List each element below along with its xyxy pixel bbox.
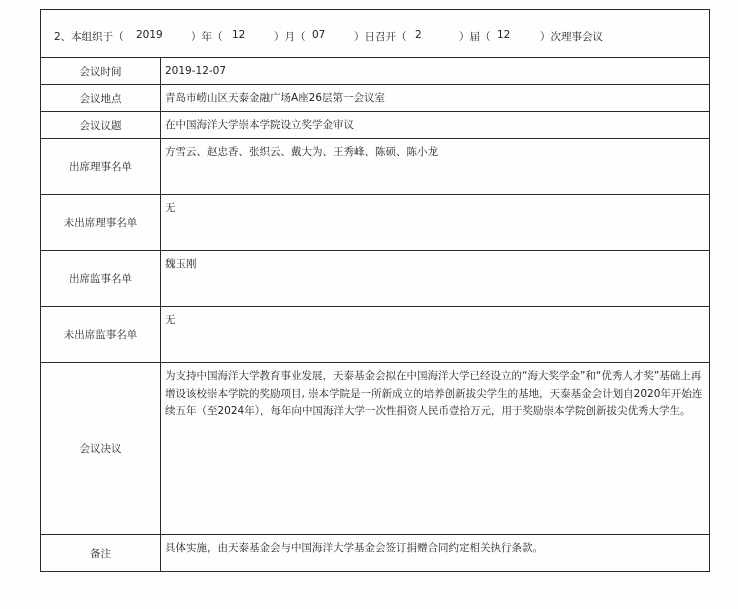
value-attending-supervisors: 魏玉刚 [165,258,197,270]
header-year-unit: ）年（ [191,31,223,43]
value-remarks: 具体实施，由天泰基金会与中国海洋大学基金会签订捐赠合同约定相关执行条款。 [165,542,543,554]
label-meeting-topic: 会议议题 [41,112,161,138]
header-day: 07 [312,29,326,41]
value-absent-directors: 无 [165,202,176,214]
value-resolution: 为支持中国海洋大学教育事业发展，天泰基金会拟在中国海洋大学已经设立的“海大奖学金”和“优秀人才奖”基础上再增设该校崇本学院的奖励项目, 崇本学院是一所新成立的培养创新拔尖学生的基地，天泰基金会计划自2020年开始连续五年（至2024年），每年向中国海洋大学一次性捐资人民币壹拾万元，用于奖励崇本学院创新拔尖优秀大学生。 [165,370,703,417]
label-attending-directors: 出席理事名单 [41,139,161,194]
header-day-unit: ）日召开（ [354,31,407,43]
row-absent-directors [41,195,709,251]
label-meeting-location: 会议地点 [41,85,161,111]
row-absent-supervisors [41,307,709,363]
value-meeting-time: 2019-12-07 [165,65,227,77]
header-term: 2 [415,29,422,41]
value-meeting-topic: 在中国海洋大学崇本学院设立奖学金审议 [165,119,354,131]
label-absent-supervisors: 未出席监事名单 [41,307,161,362]
row-resolution [41,363,709,535]
label-absent-directors: 未出席理事名单 [41,195,161,250]
header-prefix: 2、本组织于（ [54,31,124,43]
row-meeting-location [41,85,709,112]
header-suffix: ）次理事会议 [540,31,603,43]
row-remarks [41,535,709,572]
value-attending-directors: 方雪云、赵忠香、张织云、戴大为、王秀峰、陈硕、陈小龙 [165,146,438,158]
row-attending-supervisors [41,251,709,307]
row-attending-directors [41,139,709,195]
row-meeting-topic [41,112,709,139]
header-session: 12 [497,29,511,41]
row-meeting-time [41,58,709,85]
form-header [41,10,709,58]
label-meeting-time: 会议时间 [41,58,161,84]
value-absent-supervisors: 无 [165,314,176,326]
header-term-unit: ）届（ [459,31,491,43]
meeting-record-form [40,9,710,572]
header-year: 2019 [136,29,163,41]
label-attending-supervisors: 出席监事名单 [41,251,161,306]
header-month: 12 [232,29,246,41]
value-meeting-location: 青岛市崂山区天泰金融广场A座26层第一会议室 [165,92,386,104]
label-resolution: 会议决议 [41,363,161,534]
header-month-unit: ）月（ [274,31,306,43]
label-remarks: 备注 [41,535,161,572]
